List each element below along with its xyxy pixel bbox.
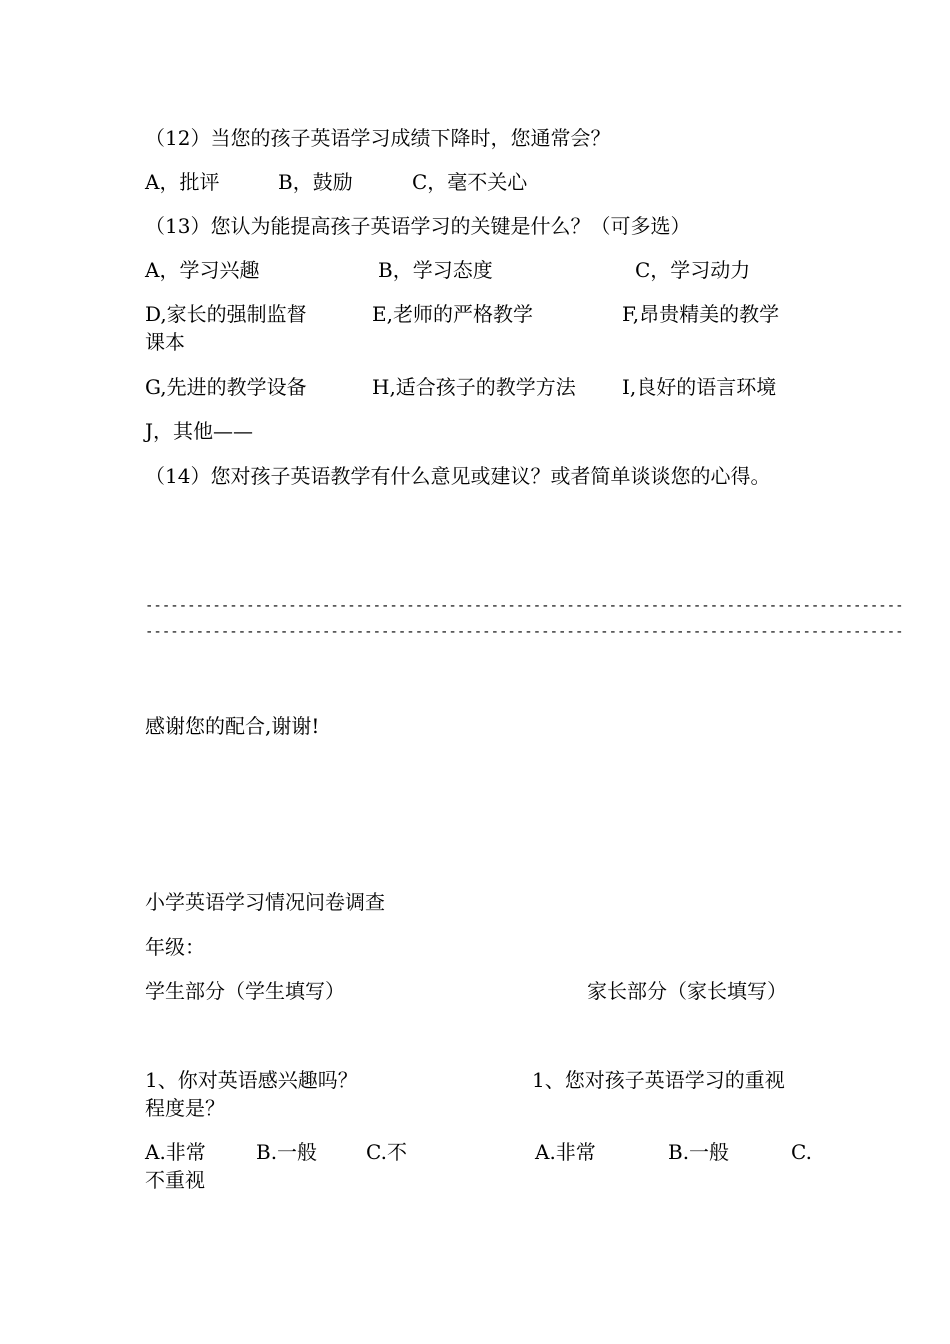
student-question-1: 1、你对英语感兴趣吗？ bbox=[145, 1068, 358, 1092]
answer-line-2: ------------------------------------------------------------------------------------------ bbox=[145, 624, 904, 640]
student-q1-option-a: A.非常 bbox=[145, 1140, 206, 1164]
question-13: （13）您认为能提高孩子英语学习的关键是什么？（可多选） bbox=[145, 214, 691, 238]
q13-option-f: F,昂贵精美的教学 bbox=[622, 302, 780, 326]
q12-option-a: A，批评 bbox=[145, 170, 220, 194]
q13-option-g: G,先进的教学设备 bbox=[145, 375, 307, 399]
parent-q1-option-a: A.非常 bbox=[535, 1140, 596, 1164]
q13-option-i: I,良好的语言环境 bbox=[622, 375, 777, 399]
parent-section-heading: 家长部分（家长填写） bbox=[587, 979, 787, 1003]
parent-q1-option-b: B.一般 bbox=[668, 1140, 730, 1164]
question-12: （12）当您的孩子英语学习成绩下降时，您通常会？ bbox=[145, 126, 611, 150]
q12-option-c: C，毫不关心 bbox=[412, 170, 528, 194]
student-section-heading: 学生部分（学生填写） bbox=[145, 979, 345, 1003]
thanks-note: 感谢您的配合,谢谢! bbox=[145, 714, 320, 738]
q13-option-d: D,家长的强制监督 bbox=[145, 302, 307, 326]
student-q1-option-b: B.一般 bbox=[256, 1140, 318, 1164]
survey-title: 小学英语学习情况问卷调查 bbox=[145, 890, 385, 914]
answer-line-1: ------------------------------------------------------------------------------------------ bbox=[145, 598, 904, 614]
q13-option-j: J，其他—— bbox=[145, 419, 254, 443]
parent-question-1-continued: 程度是？ bbox=[145, 1096, 225, 1120]
parent-q1-option-c-continued: 不重视 bbox=[145, 1168, 205, 1192]
q13-option-a: A，学习兴趣 bbox=[145, 258, 260, 282]
q13-option-f-continued: 课本 bbox=[145, 330, 185, 354]
q13-option-b: B，学习态度 bbox=[378, 258, 493, 282]
student-q1-option-c: C.不 bbox=[366, 1140, 407, 1164]
q13-option-c: C，学习动力 bbox=[635, 258, 751, 282]
q13-option-e: E,老师的严格教学 bbox=[372, 302, 533, 326]
q12-option-b: B，鼓励 bbox=[278, 170, 353, 194]
q13-option-h: H,适合孩子的教学方法 bbox=[372, 375, 576, 399]
parent-q1-option-c: C. bbox=[791, 1140, 812, 1164]
question-14: （14）您对孩子英语教学有什么意见或建议？或者简单谈谈您的心得。 bbox=[145, 464, 771, 488]
parent-question-1: 1、您对孩子英语学习的重视 bbox=[532, 1068, 785, 1092]
grade-label: 年级： bbox=[145, 935, 205, 959]
